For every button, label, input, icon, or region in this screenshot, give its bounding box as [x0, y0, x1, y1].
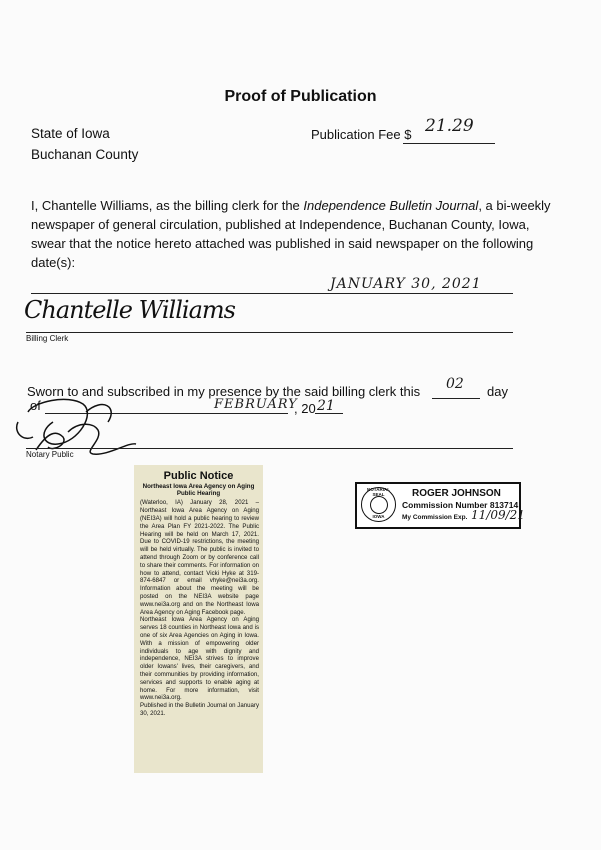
day-underline: [432, 398, 480, 399]
clerk-signature: Chantelle Williams: [24, 296, 235, 324]
notary-name: ROGER JOHNSON: [412, 488, 501, 499]
clipping-heading: Public Notice: [163, 470, 234, 482]
document-title: Proof of Publication: [224, 88, 377, 105]
year-underline: [315, 413, 343, 414]
county-label: Buchanan County: [31, 147, 139, 162]
newspaper-clipping: [134, 465, 263, 773]
seal-emblem: [370, 496, 388, 514]
year-value: 21: [317, 398, 335, 414]
commission-number: Commission Number 813714: [402, 500, 519, 510]
notary-signature-line: [26, 448, 513, 449]
notary-seal-icon: [361, 487, 396, 522]
fee-underline: [403, 143, 495, 144]
notary-stamp: [355, 482, 525, 529]
sworn-text: Sworn to and subscribed in my presence by the said billing clerk this: [27, 384, 421, 399]
affidavit-text-2: , a bi-weekly newspaper of general circulation, published at Independence, Buchanan County, Iowa, swear that the notice hereto attached was published in said newspaper on the following date(s):: [31, 198, 551, 270]
publication-date: JANUARY 30, 2021: [330, 276, 482, 292]
notary-public-label: Notary Public: [26, 450, 74, 459]
seal-top-text: NOTARIAL SEAL: [367, 487, 390, 497]
newspaper-name: Independence Bulletin Journal: [303, 198, 479, 213]
seal-bottom-text: IOWA: [372, 514, 385, 519]
month-value: FEBRUARY: [214, 397, 298, 412]
commission-exp-value: 11/09/21: [471, 508, 525, 522]
of-word: of: [30, 398, 41, 413]
clipping-paragraph-2: Northeast Iowa Area Agency on Aging serves 18 counties in Northeast Iowa and is one of six Area Agencies on Aging in Iowa. With a mission of empowering older individuals to age with dignity and independence, NEI3A strives to improve older Iowans' lives, their caregivers, and their communities by providing information, services and supports to enable aging at home. For more information, visit www.nei3a.org.: [140, 616, 259, 702]
fee-value: 21.29: [425, 116, 474, 136]
commission-exp-label: My Commission Exp.: [402, 514, 468, 521]
affidavit-paragraph: [31, 196, 551, 272]
day-value: 02: [446, 376, 464, 392]
state-label: State of Iowa: [31, 126, 110, 141]
affidavit-text-1: I, Chantelle Williams, as the billing clerk for the: [31, 198, 304, 213]
notary-signature: [8, 392, 143, 472]
clipping-paragraph-3: Published in the Bulletin Journal on January 30, 2021.: [140, 702, 259, 717]
day-word: day: [487, 384, 508, 399]
clipping-paragraph-1: (Waterloo, IA) January 28, 2021 – Northeast Iowa Area Agency on Aging (NEI3A) will hold a public hearing to review the Area Plan FY 2021-2022. The Public Hearing will be held on March 17, 2021. Due to COVID-19 restrictions, the meeting will be held virtually. The public is invited to attend through Zoom or by conference call to share their comments. For information on how to attend, contact Vicki Hyke at 319-874-6847 or email vhyke@nei3a.org. Information about the meeting will be posted on the NEI3A website page www.nei3a.org and on the Northeast Iowa Area Agency on Aging Facebook page.: [140, 499, 259, 616]
date-underline: [31, 293, 513, 294]
venue-block: [31, 123, 138, 165]
year-prefix: , 20: [294, 401, 316, 416]
billing-clerk-label: Billing Clerk: [26, 334, 69, 343]
signature-line: [26, 332, 513, 333]
clipping-subheading: Northeast Iowa Area Agency on Aging Public Hearing: [142, 483, 255, 498]
fee-label: Publication Fee $: [311, 127, 412, 142]
